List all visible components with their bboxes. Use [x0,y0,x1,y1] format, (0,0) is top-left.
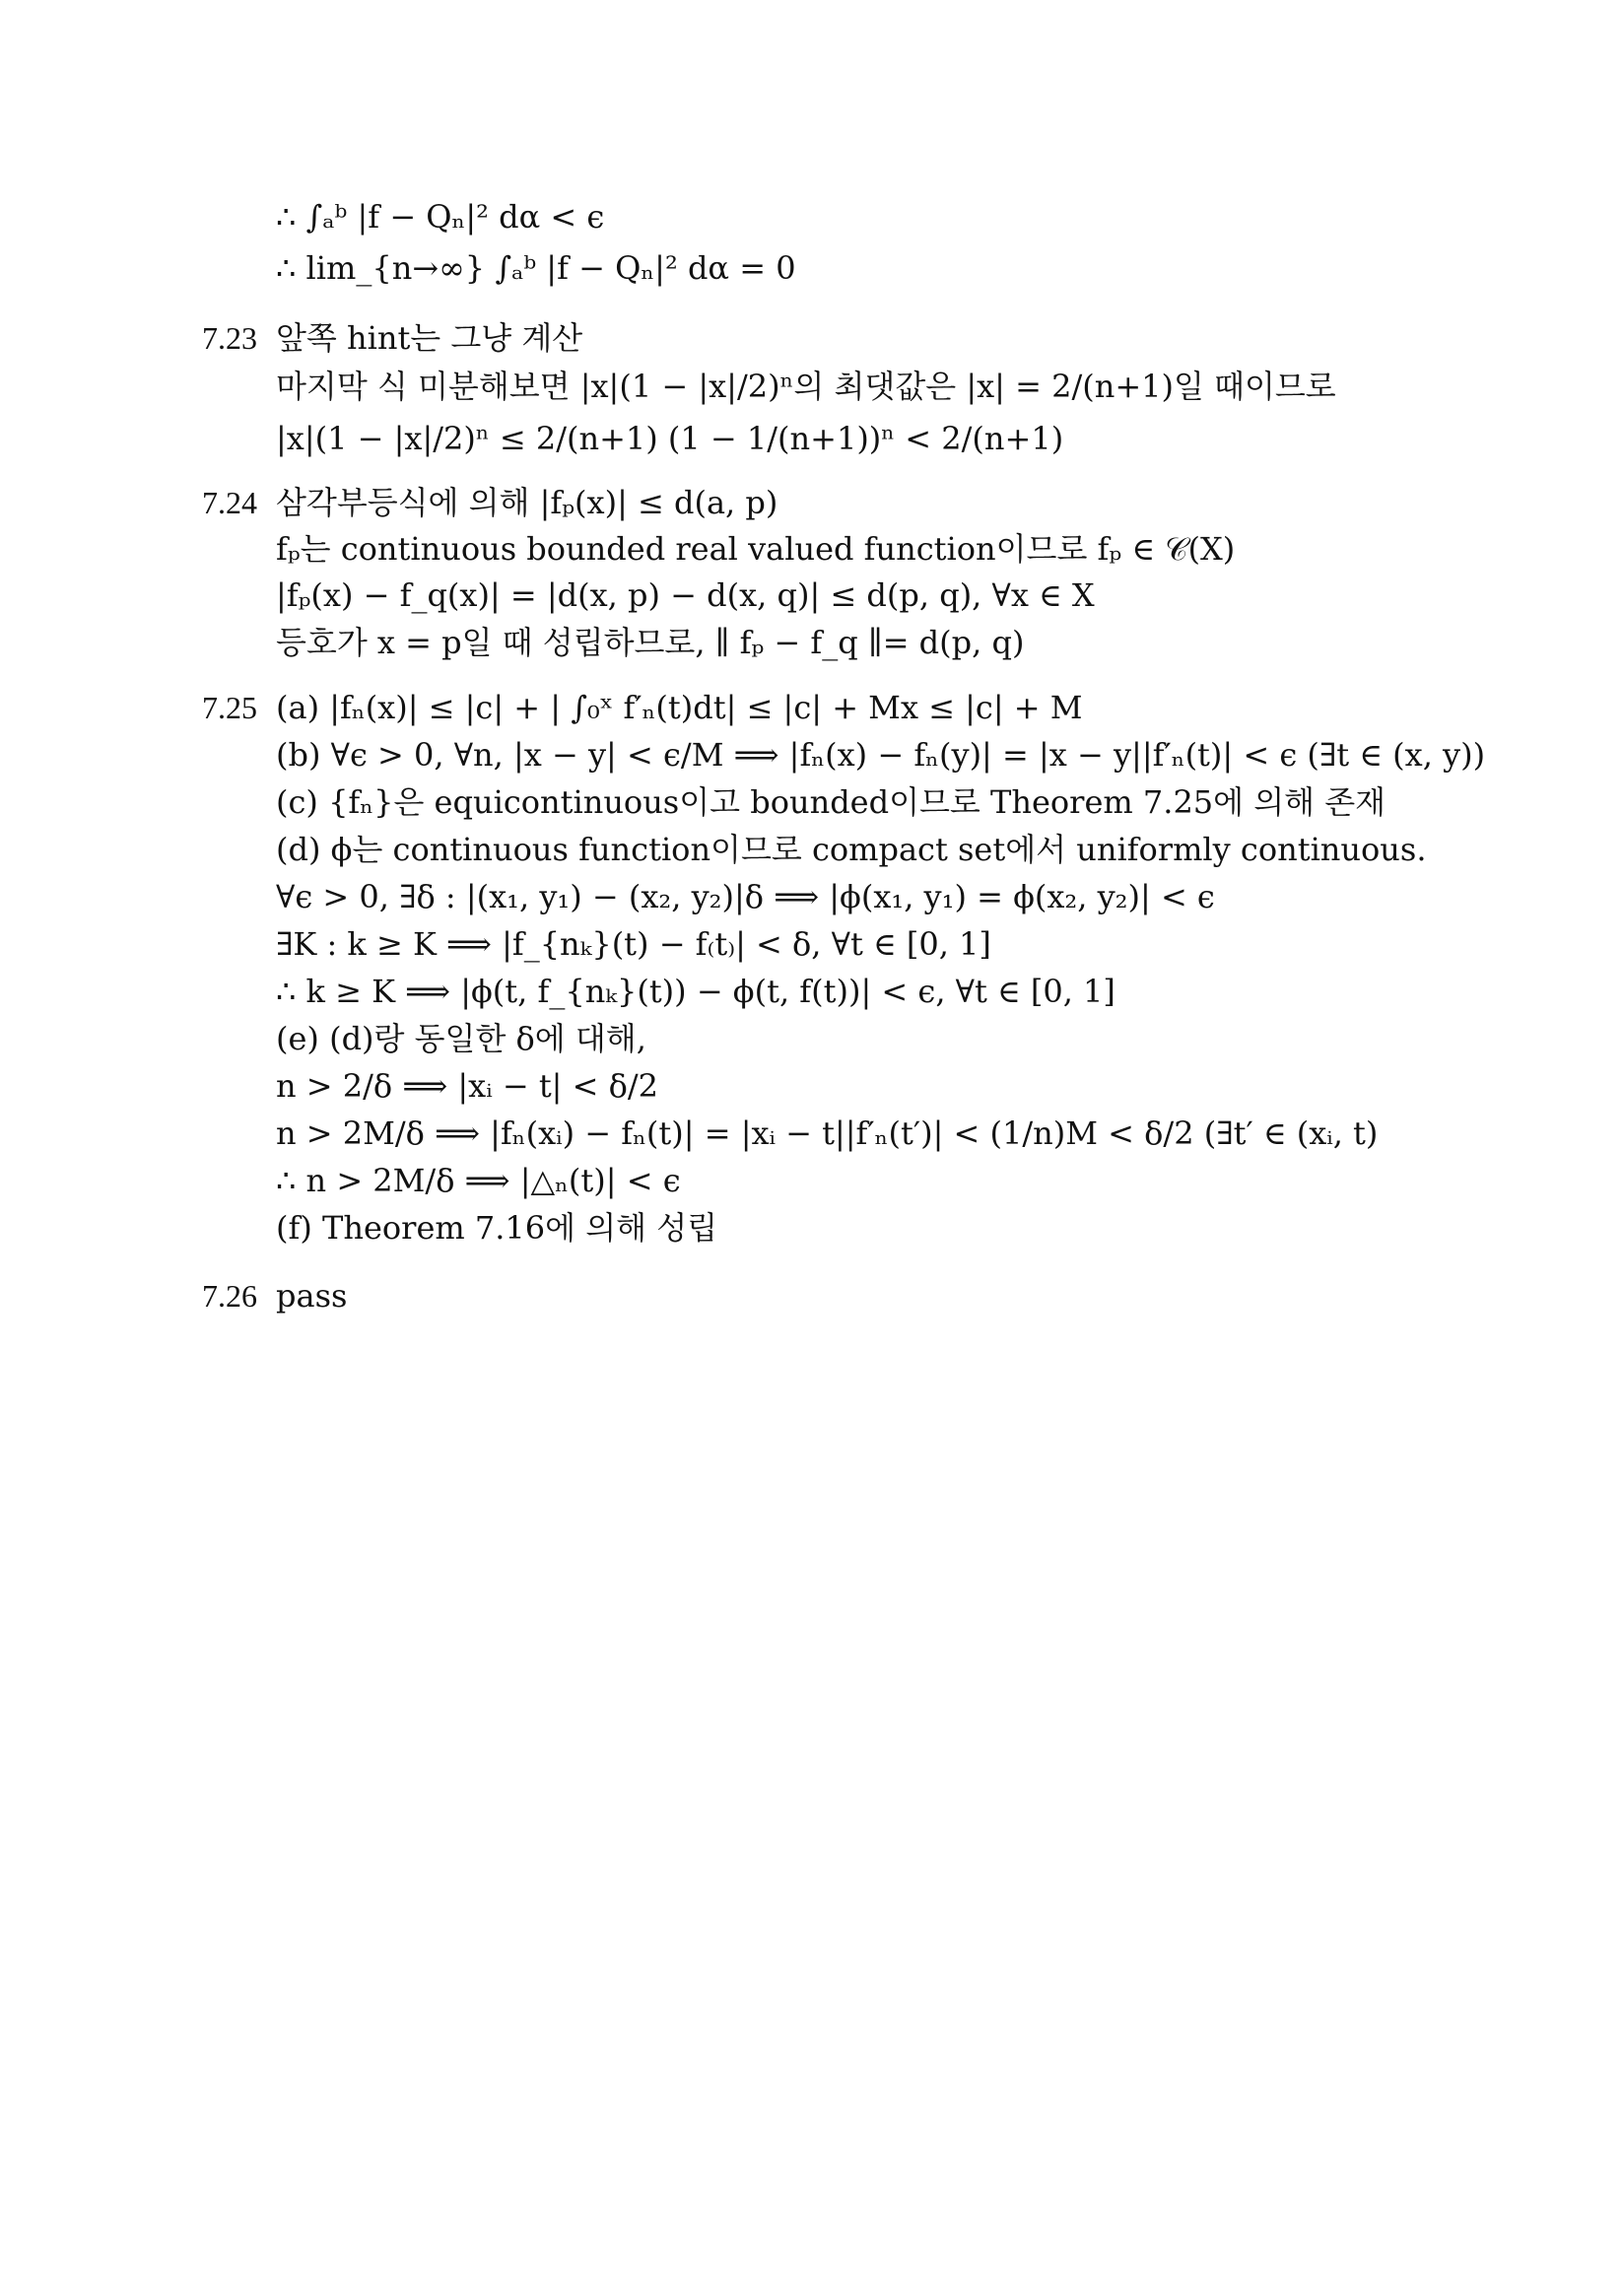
exercise-line: |fₚ(x) − f_q(x)| = |d(x, p) − d(x, q)| ≤ d(p, q), ∀x ∈ X [276,576,1095,614]
exercise-line: (f) Theorem 7.16에 의해 성립 [276,1209,718,1247]
exercise-number: 7.24 [202,485,257,520]
exercise-line: (b) ∀ϵ > 0, ∀n, |x − y| < ϵ/M ⟹ |fₙ(x) − fₙ(y)| = |x − y||f′ₙ(t)| < ϵ (∃t ∈ (x, y)) [276,736,1486,774]
exercise-line: pass [276,1277,348,1315]
proof-line: ∴ ∫ₐᵇ |f − Qₙ|² dα < ϵ [276,198,605,236]
exercise-line: fₚ는 continuous bounded real valued function이므로 fₚ ∈ 𝒞(X) [276,530,1236,568]
exercise-line: 등호가 x = p일 때 성립하므로, ∥ fₚ − f_q ∥= d(p, q) [276,624,1025,661]
exercise-line: n > 2/δ ⟹ |xᵢ − t| < δ/2 [276,1067,659,1105]
exercise-line: 삼각부등식에 의해 |fₚ(x)| ≤ d(a, p) [276,484,778,521]
exercise-line: n > 2M/δ ⟹ |fₙ(xᵢ) − fₙ(t)| = |xᵢ − t||f′ₙ(t′)| < (1/n)M < δ/2 (∃t′ ∈ (xᵢ, t) [276,1114,1379,1152]
exercise-number: 7.25 [202,690,257,725]
exercise-line: ∴ k ≥ K ⟹ |ϕ(t, f_{nₖ}(t)) − ϕ(t, f(t))| < ϵ, ∀t ∈ [0, 1] [276,973,1116,1010]
exercise-number: 7.26 [202,1278,257,1314]
exercise-line: (e) (d)랑 동일한 δ에 대해, [276,1020,646,1057]
exercise-line: 마지막 식 미분해보면 |x|(1 − |x|/2)ⁿ의 최댓값은 |x| = 2/(n+1)일 때이므로 [276,368,1336,405]
exercise-line: ∴ n > 2M/δ ⟹ |△ₙ(t)| < ϵ [276,1162,681,1199]
exercise-line: |x|(1 − |x|/2)ⁿ ≤ 2/(n+1) (1 − 1/(n+1))ⁿ < 2/(n+1) [276,420,1064,457]
exercise-line: (c) {fₙ}은 equicontinuous이고 bounded이므로 Theorem 7.25에 의해 존재 [276,783,1386,821]
exercise-line: ∃K : k ≥ K ⟹ |f_{nₖ}(t) − f₍t₎| < δ, ∀t ∈ [0, 1] [276,925,991,963]
exercise-line: (a) |fₙ(x)| ≤ |c| + | ∫₀ˣ f′ₙ(t)dt| ≤ |c| + Mx ≤ |c| + M [276,689,1083,726]
exercise-line: 앞쪽 hint는 그냥 계산 [276,319,583,357]
exercise-number: 7.23 [202,320,257,356]
exercise-line: ∀ϵ > 0, ∃δ : |(x₁, y₁) − (x₂, y₂)|δ ⟹ |ϕ(x₁, y₁) = ϕ(x₂, y₂)| < ϵ [276,878,1215,915]
proof-line: ∴ lim_{n→∞} ∫ₐᵇ |f − Qₙ|² dα = 0 [276,249,796,287]
exercise-line: (d) ϕ는 continuous function이므로 compact set에서 uniformly continuous. [276,831,1427,868]
